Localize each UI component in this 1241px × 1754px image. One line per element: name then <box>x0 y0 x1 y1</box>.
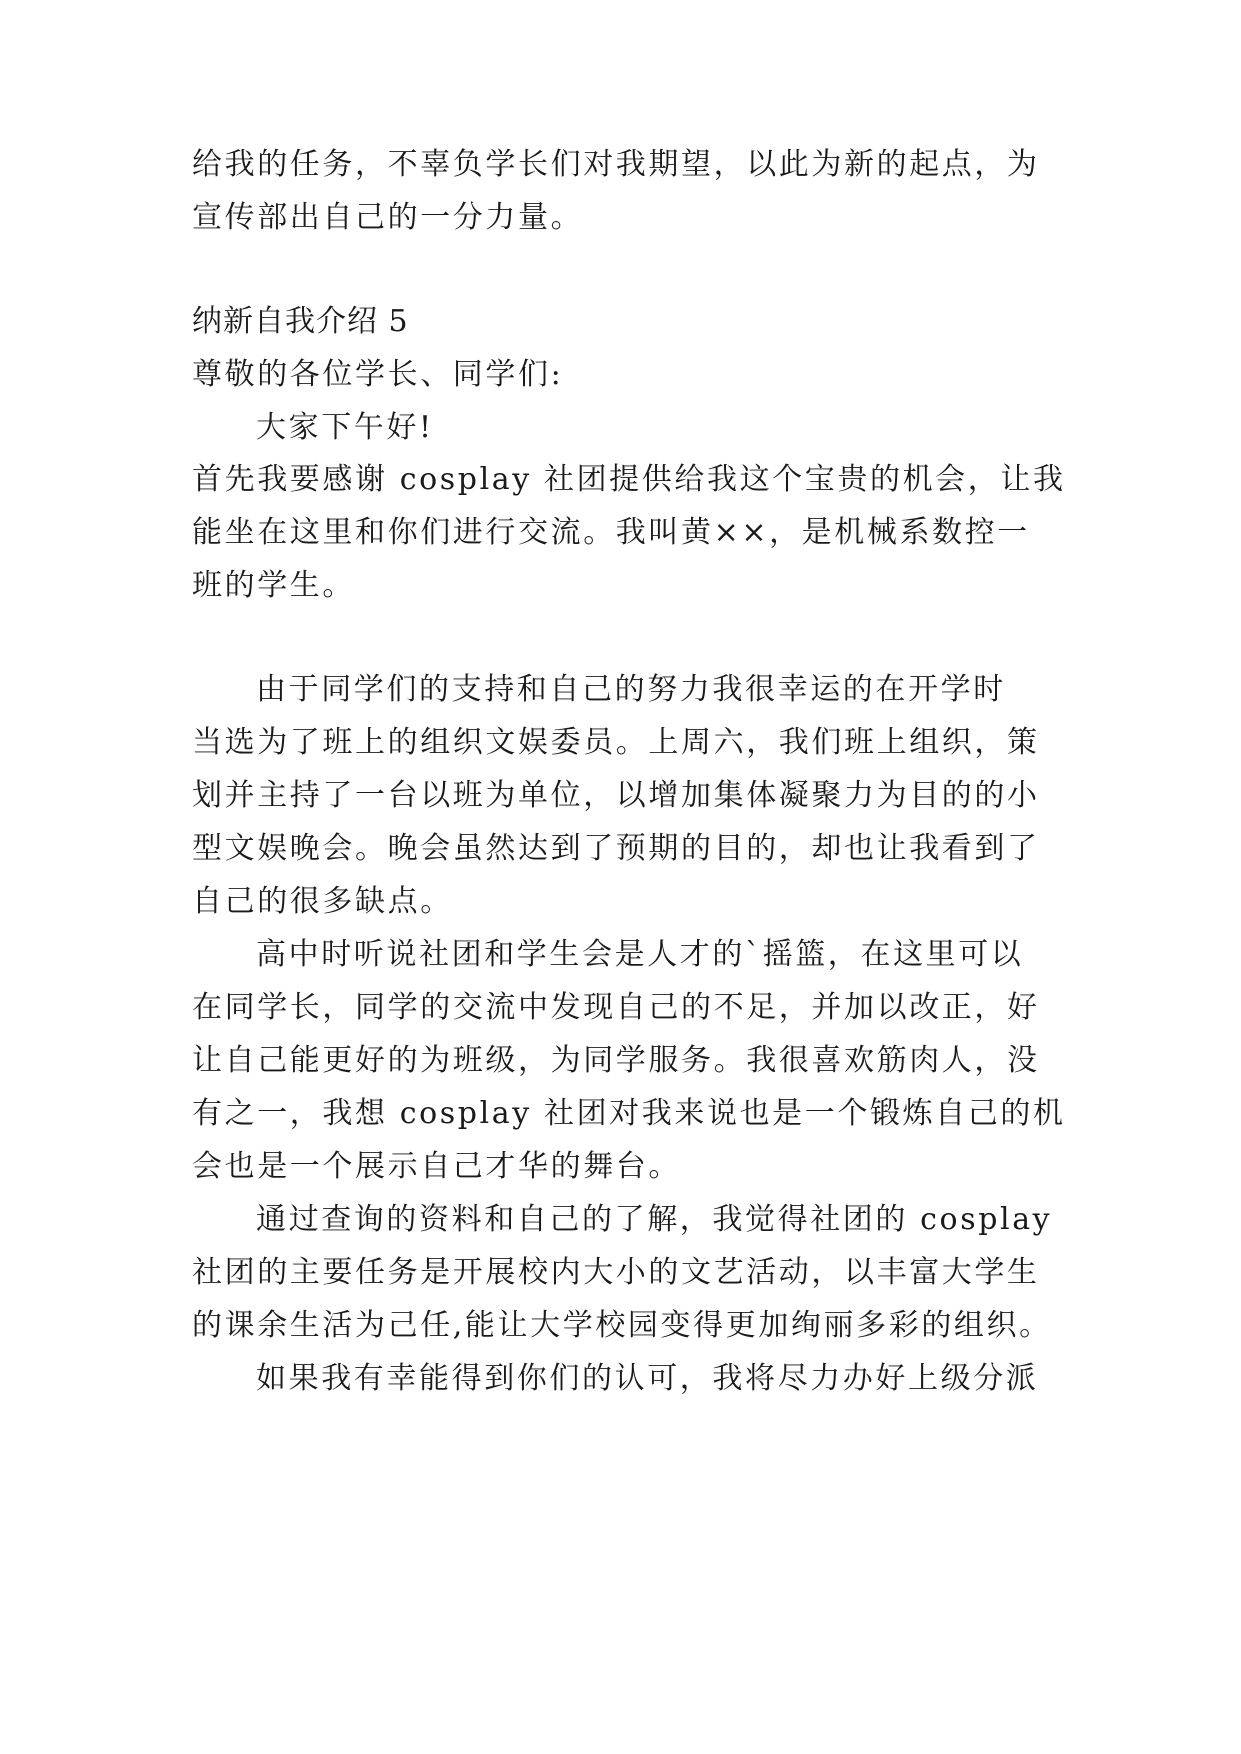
salutation: 尊敬的各位学长、同学们: <box>192 357 564 392</box>
intro-line-1: 给我的任务，不辜负学长们对我期望，以此为新的起点，为 <box>192 147 1040 182</box>
paragraph-line: 会也是一个展示自己才华的舞台。 <box>192 1149 681 1184</box>
paragraph-line: 让自己能更好的为班级，为同学服务。我很喜欢筋肉人，没 <box>192 1043 1040 1078</box>
paragraph-line: 如果我有幸能得到你们的认可，我将尽力办好上级分派 <box>256 1361 1039 1396</box>
paragraph-line: 班的学生。 <box>192 568 355 603</box>
intro-line-2: 宣传部出自己的一分力量。 <box>192 200 584 235</box>
paragraph-line: 高中时听说社团和学生会是人才的`摇篮，在这里可以 <box>256 937 1024 972</box>
paragraph-line: 在同学长，同学的交流中发现自己的不足，并加以改正，好 <box>192 990 1040 1025</box>
paragraph-line: 型文娱晚会。晚会虽然达到了预期的目的，却也让我看到了 <box>192 831 1040 866</box>
paragraph-line: 自己的很多缺点。 <box>192 884 453 919</box>
paragraph-line: 有之一，我想 cosplay 社团对我来说也是一个锻炼自己的机 <box>192 1096 1066 1131</box>
paragraph-line: 能坐在这里和你们进行交流。我叫黄××，是机械系数控一 <box>192 515 1030 550</box>
section-title: 纳新自我介绍 5 <box>192 304 409 339</box>
paragraph-line: 划并主持了一台以班为单位，以增加集体凝聚力为目的的小 <box>192 778 1040 813</box>
greeting: 大家下午好! <box>256 410 434 445</box>
paragraph-line: 首先我要感谢 cosplay 社团提供给我这个宝贵的机会，让我 <box>192 462 1066 497</box>
paragraph-line: 的课余生活为己任,能让大学校园变得更加绚丽多彩的组织。 <box>192 1308 1052 1343</box>
paragraph-line: 由于同学们的支持和自己的努力我很幸运的在开学时 <box>256 672 1006 707</box>
paragraph-line: 当选为了班上的组织文娱委员。上周六，我们班上组织，策 <box>192 725 1040 760</box>
paragraph-line: 通过查询的资料和自己的了解，我觉得社团的 cosplay <box>256 1202 1053 1237</box>
paragraph-line: 社团的主要任务是开展校内大小的文艺活动，以丰富大学生 <box>192 1255 1040 1290</box>
